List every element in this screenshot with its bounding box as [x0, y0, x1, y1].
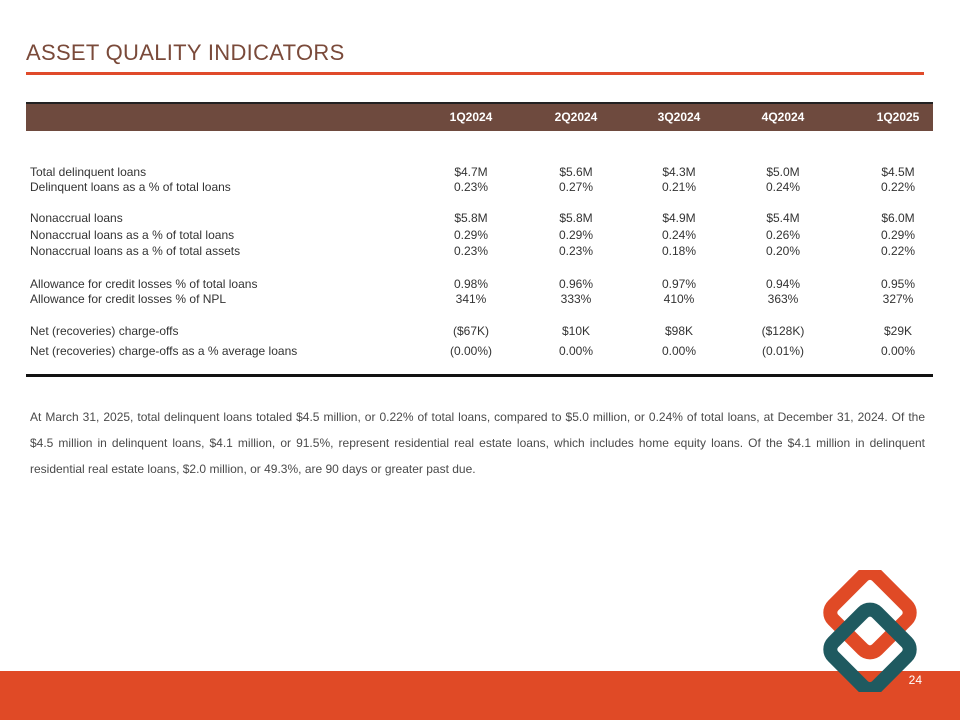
- cell-value: $5.8M: [559, 211, 593, 225]
- row-label: Net (recoveries) charge-offs: [30, 324, 179, 338]
- cell-value: $4.7M: [454, 165, 488, 179]
- column-header: 1Q2025: [876, 110, 920, 124]
- cell-value: 0.24%: [661, 228, 697, 242]
- cell-value: 0.23%: [453, 180, 489, 194]
- cell-value: 410%: [663, 292, 695, 306]
- row-label: Allowance for credit losses % of total loans: [30, 277, 258, 291]
- cell-value: 0.22%: [880, 180, 916, 194]
- cell-value: $5.6M: [559, 165, 593, 179]
- cell-value: 0.98%: [453, 277, 489, 291]
- cell-value: $98K: [664, 324, 694, 338]
- row-label: Delinquent loans as a % of total loans: [30, 180, 231, 194]
- table-row: [30, 244, 930, 260]
- commentary-paragraph: At March 31, 2025, total delinquent loans totaled $4.5 million, or 0.22% of total loans, compared to $5.0 million, or 0.24% of total loans, at December 31, 2024. Of the $4.5 million in delinquent loans, $4.1 million, or 91.5%, represent residential real estate loans, which includes home equity loans. Of the $4.1 million in delinquent residential real estate loans, $2.0 million, or 49.3%, are 90 days or greater past due.: [30, 410, 925, 476]
- cell-value: $4.5M: [881, 165, 915, 179]
- cell-value: $29K: [883, 324, 913, 338]
- table-row: [30, 165, 930, 181]
- cell-value: 0.00%: [661, 344, 697, 358]
- page-number: 24: [908, 673, 922, 687]
- title-divider: [26, 72, 924, 75]
- cell-value: (0.01%): [761, 344, 805, 358]
- column-header: 2Q2024: [554, 110, 598, 124]
- cell-value: 0.95%: [880, 277, 916, 291]
- cell-value: $4.9M: [662, 211, 696, 225]
- table-header: [26, 104, 933, 131]
- table-row: [30, 180, 930, 196]
- cell-value: 0.27%: [558, 180, 594, 194]
- page-title: ASSET QUALITY INDICATORS: [26, 40, 345, 65]
- cell-value: 341%: [455, 292, 487, 306]
- row-label: Nonaccrual loans: [30, 211, 123, 225]
- column-header: 1Q2024: [449, 110, 493, 124]
- table-row: [30, 228, 930, 244]
- table-row: [30, 211, 930, 227]
- cell-value: 0.20%: [765, 244, 801, 258]
- table-row: [30, 344, 930, 360]
- cell-value: 0.29%: [558, 228, 594, 242]
- cell-value: 333%: [560, 292, 592, 306]
- cell-value: (0.00%): [449, 344, 493, 358]
- cell-value: 0.26%: [765, 228, 801, 242]
- table-row: [30, 292, 930, 308]
- column-header: 3Q2024: [657, 110, 701, 124]
- cell-value: 0.29%: [453, 228, 489, 242]
- row-label: Nonaccrual loans as a % of total loans: [30, 228, 235, 242]
- cell-value: ($128K): [761, 324, 805, 338]
- cell-value: $5.8M: [454, 211, 488, 225]
- cell-value: $6.0M: [881, 211, 915, 225]
- cell-value: 0.23%: [453, 244, 489, 258]
- column-header: 4Q2024: [761, 110, 805, 124]
- cell-value: 0.97%: [661, 277, 697, 291]
- table-bottom-rule: [26, 374, 933, 377]
- cell-value: 0.21%: [661, 180, 697, 194]
- cell-value: 0.24%: [765, 180, 801, 194]
- row-label: Nonaccrual loans as a % of total assets: [30, 244, 241, 258]
- cell-value: 0.23%: [558, 244, 594, 258]
- row-label: Net (recoveries) charge-offs as a % average loans: [30, 344, 298, 358]
- cell-value: 0.00%: [558, 344, 594, 358]
- cell-value: 0.96%: [558, 277, 594, 291]
- table-row: [30, 324, 930, 340]
- cell-value: 363%: [767, 292, 799, 306]
- row-label: Total delinquent loans: [30, 165, 147, 179]
- cell-value: 0.22%: [880, 244, 916, 258]
- cell-value: $5.0M: [766, 165, 800, 179]
- cell-value: $10K: [561, 324, 591, 338]
- cell-value: 0.00%: [880, 344, 916, 358]
- row-label: Allowance for credit losses % of NPL: [30, 292, 227, 306]
- cell-value: 327%: [882, 292, 914, 306]
- cell-value: $4.3M: [662, 165, 696, 179]
- cell-value: 0.18%: [661, 244, 697, 258]
- cell-value: 0.94%: [765, 277, 801, 291]
- cell-value: $5.4M: [766, 211, 800, 225]
- table-row: [30, 277, 930, 293]
- cell-value: 0.29%: [880, 228, 916, 242]
- cell-value: ($67K): [452, 324, 490, 338]
